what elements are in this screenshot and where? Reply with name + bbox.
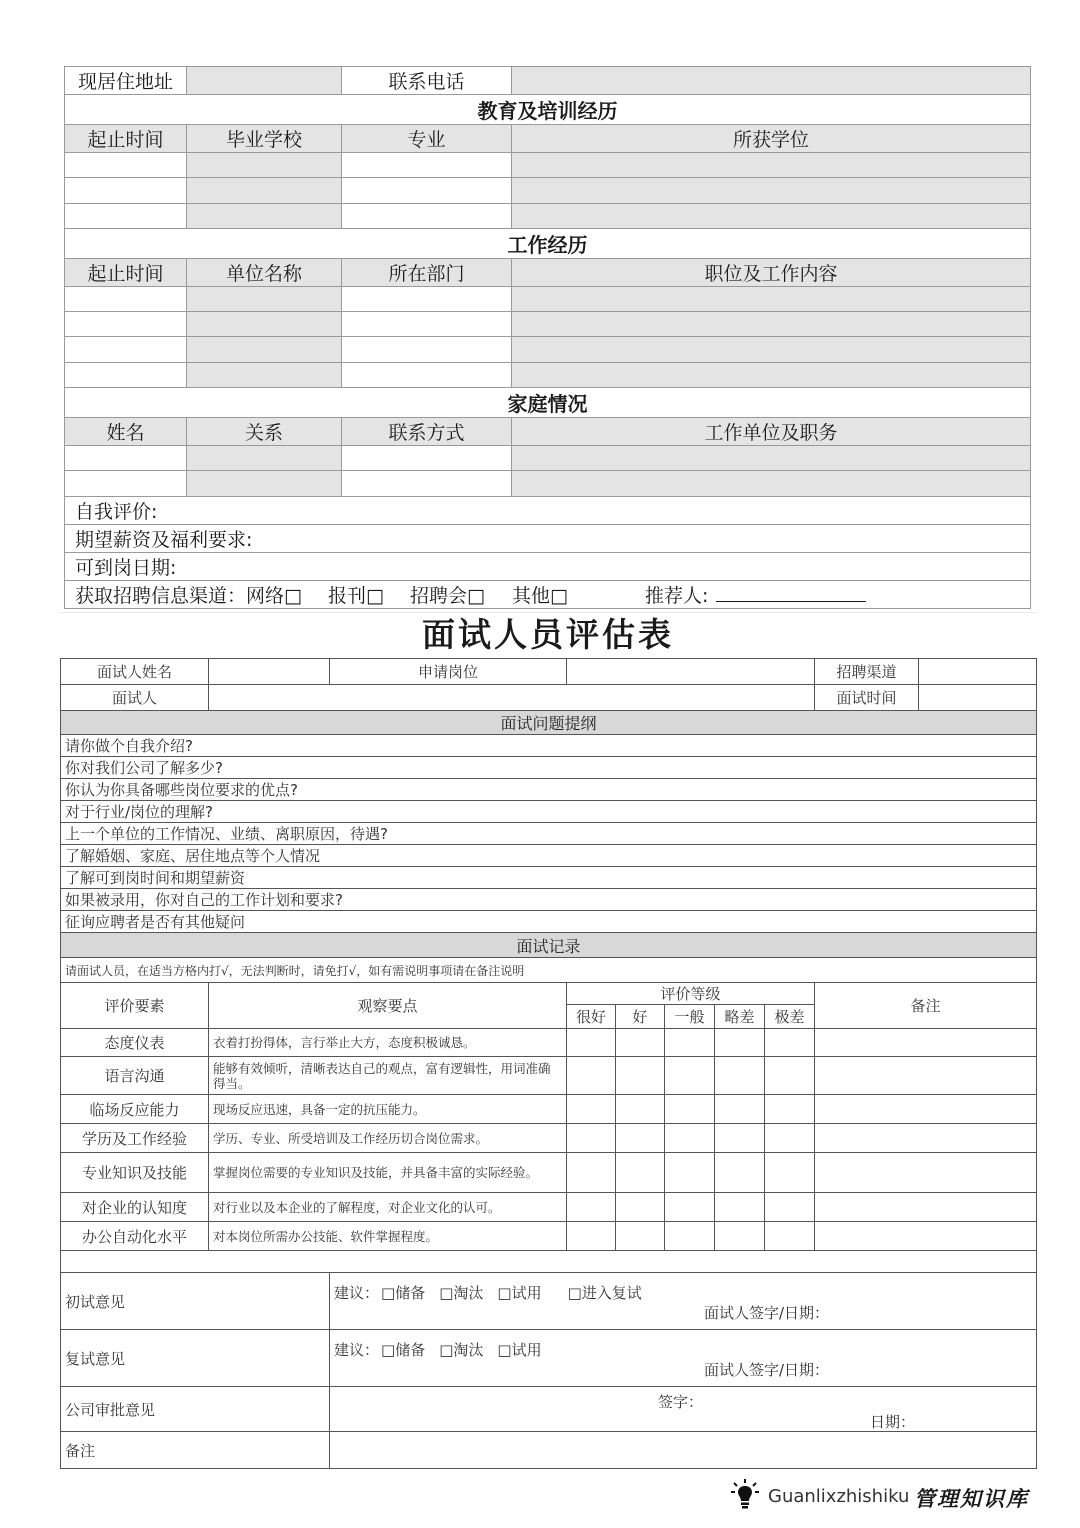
remark-header: 备注 bbox=[815, 983, 1037, 1029]
grade-checkbox[interactable] bbox=[765, 1124, 815, 1153]
grade-checkbox[interactable] bbox=[765, 1095, 815, 1124]
family-cell[interactable] bbox=[187, 471, 342, 496]
grade-checkbox[interactable] bbox=[665, 1124, 715, 1153]
grade-checkbox[interactable] bbox=[567, 1095, 616, 1124]
criteria-remark[interactable] bbox=[815, 1095, 1037, 1124]
criteria-remark[interactable] bbox=[815, 1153, 1037, 1193]
work-section-title: 工作经历 bbox=[65, 228, 1031, 258]
grade-checkbox[interactable] bbox=[567, 1057, 616, 1095]
address-field[interactable] bbox=[187, 67, 342, 95]
option-reject[interactable]: □淘汰 bbox=[439, 1341, 484, 1359]
criteria-factor: 专业知识及技能 bbox=[61, 1153, 209, 1193]
criteria-row bbox=[61, 1057, 1037, 1095]
work-cell[interactable] bbox=[342, 312, 512, 337]
grade-checkbox[interactable] bbox=[715, 1153, 765, 1193]
approval-label: 公司审批意见 bbox=[61, 1387, 330, 1432]
criteria-factor: 学历及工作经验 bbox=[61, 1124, 209, 1153]
option-reserve[interactable]: □储备 bbox=[381, 1284, 426, 1302]
edu-header-major: 专业 bbox=[342, 125, 512, 153]
family-cell[interactable] bbox=[187, 446, 342, 471]
criteria-factor: 办公自动化水平 bbox=[61, 1222, 209, 1251]
criteria-row bbox=[61, 1222, 1037, 1251]
start-date-field[interactable]: 可到岗日期: bbox=[65, 552, 1031, 580]
edu-cell[interactable] bbox=[512, 178, 1031, 203]
criteria-factor: 语言沟通 bbox=[61, 1057, 209, 1095]
criteria-factor: 对企业的认知度 bbox=[61, 1193, 209, 1222]
question-item: 你认为你具备哪些岗位要求的优点? bbox=[61, 779, 1037, 801]
work-cell[interactable] bbox=[65, 312, 187, 337]
education-section-title: 教育及培训经历 bbox=[65, 95, 1031, 125]
info-row-1 bbox=[61, 659, 1037, 685]
evaluation-table bbox=[60, 658, 1037, 1469]
grade-very-good: 很好 bbox=[567, 1005, 616, 1029]
option-reserve[interactable]: □储备 bbox=[381, 1341, 426, 1359]
work-cell[interactable] bbox=[512, 286, 1031, 311]
footer-logo bbox=[730, 1478, 1050, 1514]
approval-sign-label: 签字： bbox=[658, 1393, 704, 1411]
edu-header-period: 起止时间 bbox=[65, 125, 187, 153]
grade-checkbox[interactable] bbox=[616, 1153, 665, 1193]
channel-option-job-fair[interactable]: 招聘会□ bbox=[410, 584, 485, 607]
outline-section-title: 面试问题提纲 bbox=[61, 711, 1037, 735]
second-opinion-label: 复试意见 bbox=[61, 1330, 330, 1387]
remark-row bbox=[61, 1432, 1037, 1469]
address-row bbox=[65, 67, 1031, 95]
phone-label: 联系电话 bbox=[342, 67, 512, 95]
family-header-contact: 联系方式 bbox=[342, 418, 512, 446]
position-field[interactable] bbox=[567, 659, 815, 685]
work-row bbox=[65, 286, 1031, 311]
education-row bbox=[65, 178, 1031, 203]
remark-field[interactable] bbox=[330, 1432, 1037, 1469]
record-section-title: 面试记录 bbox=[61, 933, 1037, 958]
position-label: 申请岗位 bbox=[330, 659, 567, 685]
grade-checkbox[interactable] bbox=[765, 1193, 815, 1222]
work-cell[interactable] bbox=[187, 362, 342, 387]
criteria-remark[interactable] bbox=[815, 1222, 1037, 1251]
grade-checkbox[interactable] bbox=[616, 1057, 665, 1095]
referrer-label: 推荐人: bbox=[645, 584, 709, 607]
first-opinion-row bbox=[61, 1273, 1037, 1330]
question-item: 你对我们公司了解多少? bbox=[61, 757, 1037, 779]
grade-checkbox[interactable] bbox=[665, 1095, 715, 1124]
edu-cell[interactable] bbox=[65, 178, 187, 203]
edu-cell[interactable] bbox=[342, 178, 512, 203]
question-item: 征询应聘者是否有其他疑问 bbox=[61, 911, 1037, 933]
criteria-row bbox=[61, 1124, 1037, 1153]
criteria-header-row bbox=[61, 983, 1037, 1005]
work-cell[interactable] bbox=[187, 286, 342, 311]
points-header: 观察要点 bbox=[209, 983, 567, 1029]
option-second-round[interactable]: □进入复试 bbox=[567, 1284, 642, 1302]
grade-poor: 略差 bbox=[715, 1005, 765, 1029]
channel-option-web[interactable]: 网络□ bbox=[246, 584, 302, 607]
criteria-row bbox=[61, 1193, 1037, 1222]
education-header-row bbox=[65, 125, 1031, 153]
approval-date-label: 日期： bbox=[870, 1413, 916, 1431]
family-cell[interactable] bbox=[512, 471, 1031, 496]
criteria-points: 衣着打扮得体，言行举止大方，态度积极诚恳。 bbox=[209, 1029, 567, 1057]
work-header-company: 单位名称 bbox=[187, 258, 342, 286]
family-row bbox=[65, 446, 1031, 471]
education-row bbox=[65, 203, 1031, 228]
criteria-remark[interactable] bbox=[815, 1029, 1037, 1057]
phone-field[interactable] bbox=[512, 67, 1031, 95]
work-cell[interactable] bbox=[187, 337, 342, 362]
self-evaluation-field[interactable]: 自我评价: bbox=[65, 496, 1031, 524]
grade-checkbox[interactable] bbox=[665, 1222, 715, 1251]
grade-very-poor: 极差 bbox=[765, 1005, 815, 1029]
edu-cell[interactable] bbox=[65, 153, 187, 178]
grade-checkbox[interactable] bbox=[567, 1124, 616, 1153]
work-cell[interactable] bbox=[342, 362, 512, 387]
edu-cell[interactable] bbox=[512, 153, 1031, 178]
grade-checkbox[interactable] bbox=[665, 1029, 715, 1057]
family-cell[interactable] bbox=[512, 446, 1031, 471]
brand-cn: 管理知识库 bbox=[914, 1486, 1029, 1511]
edu-header-degree: 所获学位 bbox=[512, 125, 1031, 153]
work-cell[interactable] bbox=[342, 286, 512, 311]
referrer-field[interactable] bbox=[716, 587, 866, 602]
option-trial[interactable]: □试用 bbox=[497, 1284, 542, 1302]
criteria-row bbox=[61, 1153, 1037, 1193]
applicant-form-table bbox=[64, 66, 1031, 609]
family-row bbox=[65, 471, 1031, 496]
grade-checkbox[interactable] bbox=[567, 1029, 616, 1057]
interviewer-label: 面试人 bbox=[61, 685, 209, 711]
grade-checkbox[interactable] bbox=[715, 1057, 765, 1095]
criteria-row bbox=[61, 1095, 1037, 1124]
family-cell[interactable] bbox=[342, 446, 512, 471]
criteria-points: 能够有效倾听，清晰表达自己的观点，富有逻辑性，用词准确得当。 bbox=[209, 1057, 567, 1095]
edu-cell[interactable] bbox=[342, 203, 512, 228]
edu-cell[interactable] bbox=[187, 178, 342, 203]
option-trial[interactable]: □试用 bbox=[497, 1341, 542, 1359]
question-item: 了解可到岗时间和期望薪资 bbox=[61, 867, 1037, 889]
instruction-text: 请面试人员，在适当方格内打√，无法判断时，请免打√，如有需说明事项请在备注说明 bbox=[61, 958, 1037, 983]
grade-good: 好 bbox=[616, 1005, 665, 1029]
expected-salary-field[interactable]: 期望薪资及福利要求: bbox=[65, 524, 1031, 552]
interviewee-name-label: 面试人姓名 bbox=[61, 659, 209, 685]
criteria-remark[interactable] bbox=[815, 1193, 1037, 1222]
second-sign-label: 面试人签字/日期： bbox=[704, 1361, 830, 1379]
grade-checkbox[interactable] bbox=[567, 1222, 616, 1251]
criteria-points: 掌握岗位需要的专业知识及技能，并具备丰富的实际经验。 bbox=[209, 1153, 567, 1193]
brand-en: Guanlixzhishiku bbox=[768, 1486, 910, 1507]
work-header-duties: 职位及工作内容 bbox=[512, 258, 1031, 286]
grade-checkbox[interactable] bbox=[567, 1153, 616, 1193]
question-item: 了解婚姻、家庭、居住地点等个人情况 bbox=[61, 845, 1037, 867]
edu-cell[interactable] bbox=[342, 153, 512, 178]
grade-checkbox[interactable] bbox=[765, 1057, 815, 1095]
criteria-points: 现场反应迅速，具备一定的抗压能力。 bbox=[209, 1095, 567, 1124]
criteria-row bbox=[61, 1029, 1037, 1057]
question-item: 对于行业/岗位的理解? bbox=[61, 801, 1037, 823]
channel-label: 获取招聘信息渠道： bbox=[75, 584, 247, 607]
first-opinion-field[interactable] bbox=[330, 1273, 1037, 1330]
work-cell[interactable] bbox=[65, 286, 187, 311]
remark-label: 备注 bbox=[61, 1432, 330, 1469]
family-cell[interactable] bbox=[65, 446, 187, 471]
grade-checkbox[interactable] bbox=[665, 1057, 715, 1095]
grade-checkbox[interactable] bbox=[715, 1029, 765, 1057]
grade-checkbox[interactable] bbox=[616, 1193, 665, 1222]
spacer-row bbox=[61, 1251, 1037, 1273]
work-row bbox=[65, 337, 1031, 362]
edu-cell[interactable] bbox=[512, 203, 1031, 228]
criteria-remark[interactable] bbox=[815, 1057, 1037, 1095]
recruit-channel-field[interactable] bbox=[919, 659, 1037, 685]
question-item: 请你做个自我介绍? bbox=[61, 735, 1037, 757]
first-sign-label: 面试人签字/日期： bbox=[704, 1304, 830, 1322]
family-cell[interactable] bbox=[65, 471, 187, 496]
edu-cell[interactable] bbox=[65, 203, 187, 228]
channel-option-other[interactable]: 其他□ bbox=[512, 584, 568, 607]
address-label: 现居住地址 bbox=[65, 67, 187, 95]
criteria-points: 对本岗位所需办公技能、软件掌握程度。 bbox=[209, 1222, 567, 1251]
grade-average: 一般 bbox=[665, 1005, 715, 1029]
grade-checkbox[interactable] bbox=[665, 1193, 715, 1222]
grade-checkbox[interactable] bbox=[715, 1124, 765, 1153]
edu-cell[interactable] bbox=[187, 153, 342, 178]
work-cell[interactable] bbox=[65, 337, 187, 362]
interview-time-label: 面试时间 bbox=[815, 685, 919, 711]
interviewee-name-field[interactable] bbox=[209, 659, 330, 685]
question-item: 上一个单位的工作情况、业绩、离职原因，待遇? bbox=[61, 823, 1037, 845]
second-suggest-label: 建议： bbox=[334, 1341, 380, 1359]
second-opinion-row bbox=[61, 1330, 1037, 1387]
option-reject[interactable]: □淘汰 bbox=[439, 1284, 484, 1302]
work-cell[interactable] bbox=[65, 362, 187, 387]
family-header-employer: 工作单位及职务 bbox=[512, 418, 1031, 446]
grade-checkbox[interactable] bbox=[616, 1124, 665, 1153]
channel-option-newspaper[interactable]: 报刊□ bbox=[328, 584, 384, 607]
factor-header: 评价要素 bbox=[61, 983, 209, 1029]
work-cell[interactable] bbox=[512, 362, 1031, 387]
family-section-title: 家庭情况 bbox=[65, 388, 1031, 418]
interviewer-field[interactable] bbox=[209, 685, 815, 711]
work-header-department: 所在部门 bbox=[342, 258, 512, 286]
education-row bbox=[65, 153, 1031, 178]
family-cell[interactable] bbox=[342, 471, 512, 496]
criteria-remark[interactable] bbox=[815, 1124, 1037, 1153]
grade-checkbox[interactable] bbox=[616, 1029, 665, 1057]
grade-checkbox[interactable] bbox=[765, 1153, 815, 1193]
second-opinion-field[interactable] bbox=[330, 1330, 1037, 1387]
family-header-row bbox=[65, 418, 1031, 446]
first-suggest-label: 建议： bbox=[334, 1284, 380, 1302]
work-cell[interactable] bbox=[342, 337, 512, 362]
interview-time-field[interactable] bbox=[919, 685, 1037, 711]
work-row bbox=[65, 362, 1031, 387]
work-row bbox=[65, 312, 1031, 337]
lightbulb-icon bbox=[730, 1478, 760, 1512]
grade-checkbox[interactable] bbox=[567, 1193, 616, 1222]
work-header-row bbox=[65, 258, 1031, 286]
approval-field[interactable] bbox=[330, 1387, 1037, 1432]
recruit-channel-label: 招聘渠道 bbox=[815, 659, 919, 685]
work-cell[interactable] bbox=[512, 312, 1031, 337]
question-item: 如果被录用，你对自己的工作计划和要求? bbox=[61, 889, 1037, 911]
work-cell[interactable] bbox=[512, 337, 1031, 362]
grade-checkbox[interactable] bbox=[765, 1222, 815, 1251]
channel-row bbox=[65, 580, 1031, 608]
grade-header: 评价等级 bbox=[567, 983, 815, 1005]
grade-checkbox[interactable] bbox=[616, 1222, 665, 1251]
first-opinion-label: 初试意见 bbox=[61, 1273, 330, 1330]
evaluation-form-title: 面试人员评估表 bbox=[60, 612, 1036, 657]
family-header-relation: 关系 bbox=[187, 418, 342, 446]
work-header-period: 起止时间 bbox=[65, 258, 187, 286]
criteria-points: 学历、专业、所受培训及工作经历切合岗位需求。 bbox=[209, 1124, 567, 1153]
approval-row bbox=[61, 1387, 1037, 1432]
edu-header-school: 毕业学校 bbox=[187, 125, 342, 153]
criteria-points: 对行业以及本企业的了解程度，对企业文化的认可。 bbox=[209, 1193, 567, 1222]
grade-checkbox[interactable] bbox=[616, 1095, 665, 1124]
grade-checkbox[interactable] bbox=[715, 1193, 765, 1222]
grade-checkbox[interactable] bbox=[715, 1095, 765, 1124]
criteria-factor: 临场反应能力 bbox=[61, 1095, 209, 1124]
grade-checkbox[interactable] bbox=[765, 1029, 815, 1057]
info-row-2 bbox=[61, 685, 1037, 711]
work-cell[interactable] bbox=[187, 312, 342, 337]
family-header-name: 姓名 bbox=[65, 418, 187, 446]
edu-cell[interactable] bbox=[187, 203, 342, 228]
grade-checkbox[interactable] bbox=[665, 1153, 715, 1193]
grade-checkbox[interactable] bbox=[715, 1222, 765, 1251]
criteria-factor: 态度仪表 bbox=[61, 1029, 209, 1057]
